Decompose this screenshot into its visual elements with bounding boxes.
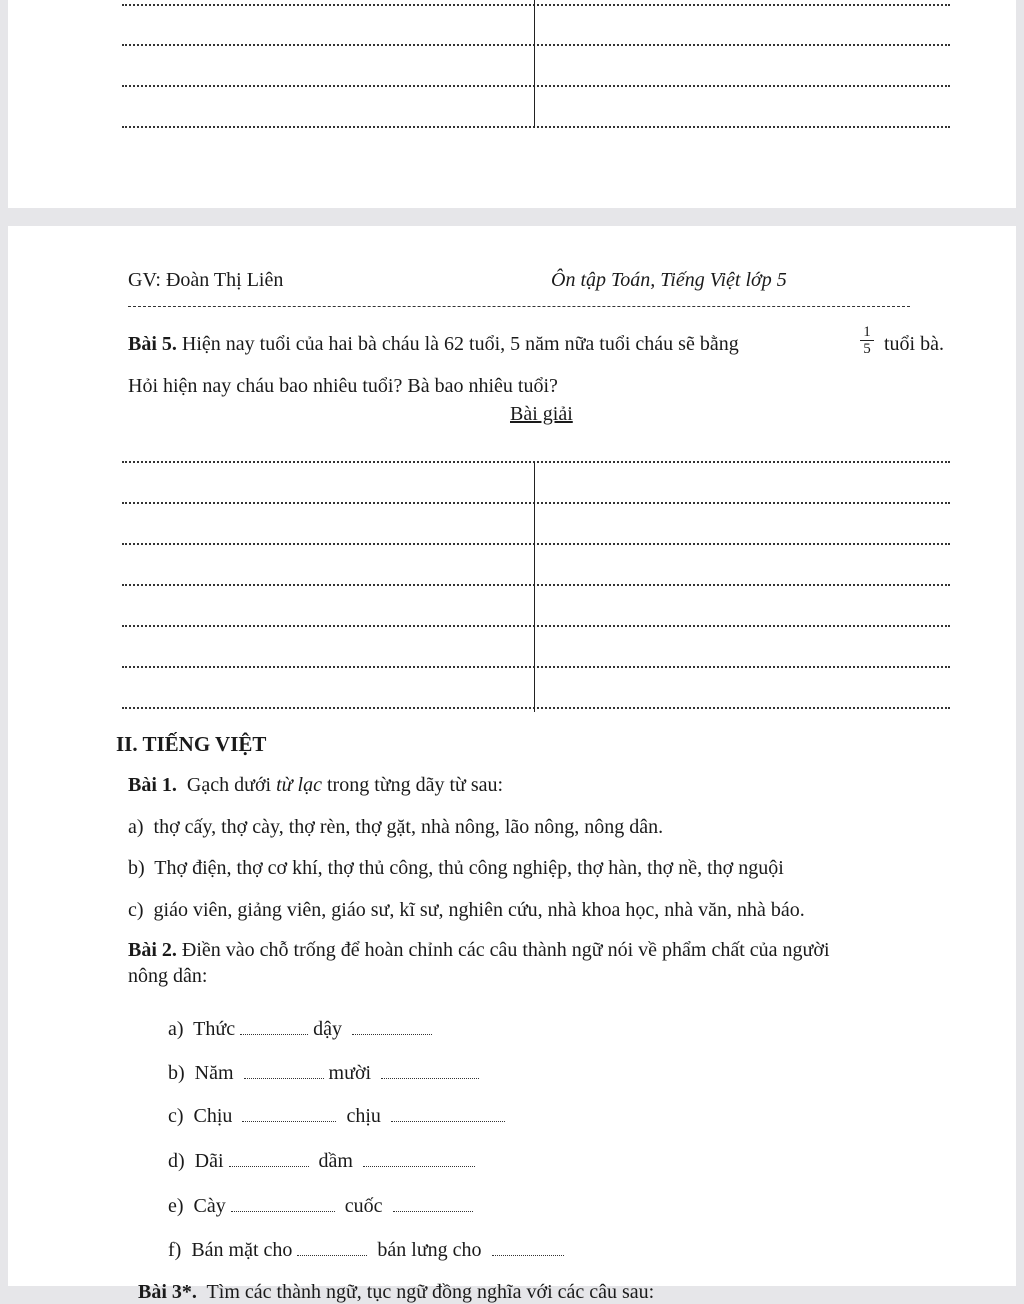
bai5-label: Bài 5. bbox=[128, 333, 177, 355]
fill-blank[interactable] bbox=[244, 1064, 324, 1079]
bai1-prompt bbox=[128, 773, 503, 797]
bai2-item-c bbox=[158, 1080, 505, 1128]
section-title: II. TIẾNG VIỆT bbox=[116, 732, 267, 756]
fraction-one-fifth bbox=[860, 324, 874, 357]
bai2-item-a bbox=[158, 993, 432, 1041]
bai2-text1: Điền vào chỗ trống để hoàn chỉnh các câu thành ngữ nói về phẩm chất của người bbox=[176, 939, 830, 961]
fill-blank[interactable] bbox=[231, 1197, 335, 1212]
item-start: e) Cày bbox=[168, 1195, 226, 1217]
bai1-post: trong từng dãy từ sau: bbox=[321, 774, 504, 796]
solution-title: Bài giải bbox=[510, 403, 573, 425]
fill-blank[interactable] bbox=[381, 1064, 479, 1079]
bai3-label: Bài 3*. bbox=[138, 1281, 197, 1303]
fill-blank[interactable] bbox=[297, 1241, 367, 1256]
item-start: b) Năm bbox=[168, 1062, 234, 1084]
bai2-label: Bài 2. bbox=[128, 939, 177, 961]
answer-line bbox=[122, 461, 950, 463]
bai5-text1-end: tuổi bà. bbox=[884, 333, 944, 355]
bai5-text1: Hiện nay tuổi của hai bà cháu là 62 tuổi, 5 năm nữa tuổi cháu sẽ bằng bbox=[176, 333, 739, 355]
bai2-line1 bbox=[128, 938, 830, 962]
item-middle: cuốc bbox=[344, 1195, 383, 1217]
header-divider bbox=[128, 306, 910, 307]
teacher-name: GV: Đoàn Thị Liên bbox=[128, 269, 284, 291]
crease-line bbox=[534, 0, 535, 128]
bai1-pre: Gạch dưới bbox=[176, 774, 277, 796]
bai2-item-d bbox=[158, 1125, 475, 1173]
bai5-line2: Hỏi hiện nay cháu bao nhiêu tuổi? Bà bao nhiêu tuổi? bbox=[128, 375, 558, 397]
bai1-item-c: c) giáo viên, giảng viên, giáo sư, kĩ sư, nghiên cứu, nhà khoa học, nhà văn, nhà báo. bbox=[128, 899, 805, 921]
item-middle: chịu bbox=[346, 1105, 381, 1127]
fill-blank[interactable] bbox=[240, 1020, 308, 1035]
item-middle: dầm bbox=[318, 1150, 353, 1172]
answer-line bbox=[122, 625, 950, 627]
worksheet-subject: Ôn tập Toán, Tiếng Việt lớp 5 bbox=[551, 269, 787, 291]
bai1-italic: từ lạc bbox=[276, 774, 322, 796]
item-middle: dậy bbox=[313, 1018, 342, 1040]
bai1-item-a: a) thợ cấy, thợ cày, thợ rèn, thợ gặt, nhà nông, lão nông, nông dân. bbox=[128, 816, 664, 838]
fill-blank[interactable] bbox=[242, 1107, 336, 1122]
answer-line bbox=[122, 126, 950, 128]
answer-line bbox=[122, 666, 950, 668]
bai5-line1 bbox=[128, 332, 739, 356]
answer-line bbox=[122, 543, 950, 545]
item-middle: bán lưng cho bbox=[377, 1239, 482, 1261]
answer-line bbox=[122, 85, 950, 87]
answer-line bbox=[122, 4, 950, 6]
bai2-item-e bbox=[158, 1170, 473, 1218]
item-middle: mười bbox=[328, 1062, 372, 1084]
previous-page bbox=[8, 0, 1016, 208]
answer-line bbox=[122, 584, 950, 586]
fill-blank[interactable] bbox=[391, 1107, 505, 1122]
answer-line bbox=[122, 44, 950, 46]
bai2-line2: nông dân: bbox=[128, 965, 208, 987]
fill-blank[interactable] bbox=[492, 1241, 564, 1256]
bai2-item-f bbox=[158, 1214, 564, 1262]
item-start: f) Bán mặt cho bbox=[168, 1239, 293, 1261]
fill-blank[interactable] bbox=[352, 1020, 432, 1035]
answer-line bbox=[122, 502, 950, 504]
bai1-item-b: b) Thợ điện, thợ cơ khí, thợ thủ công, thủ công nghiệp, thợ hàn, thợ nề, thợ nguội bbox=[128, 857, 784, 879]
bai2-item-b bbox=[158, 1037, 479, 1085]
fill-blank[interactable] bbox=[393, 1197, 473, 1212]
fill-blank[interactable] bbox=[229, 1152, 309, 1167]
fraction-denominator: 5 bbox=[863, 341, 871, 357]
bai1-label: Bài 1. bbox=[128, 774, 177, 796]
crease-line bbox=[534, 462, 535, 712]
bai3-text: Tìm các thành ngữ, tục ngữ đồng nghĩa với các câu sau: bbox=[196, 1281, 655, 1303]
fraction-numerator: 1 bbox=[860, 324, 874, 341]
answer-line bbox=[122, 707, 950, 709]
bai3-prompt bbox=[128, 1256, 654, 1304]
fill-blank[interactable] bbox=[363, 1152, 475, 1167]
item-start: c) Chịu bbox=[168, 1105, 233, 1127]
item-start: a) Thức bbox=[168, 1018, 236, 1040]
item-start: d) Dãi bbox=[168, 1150, 224, 1172]
